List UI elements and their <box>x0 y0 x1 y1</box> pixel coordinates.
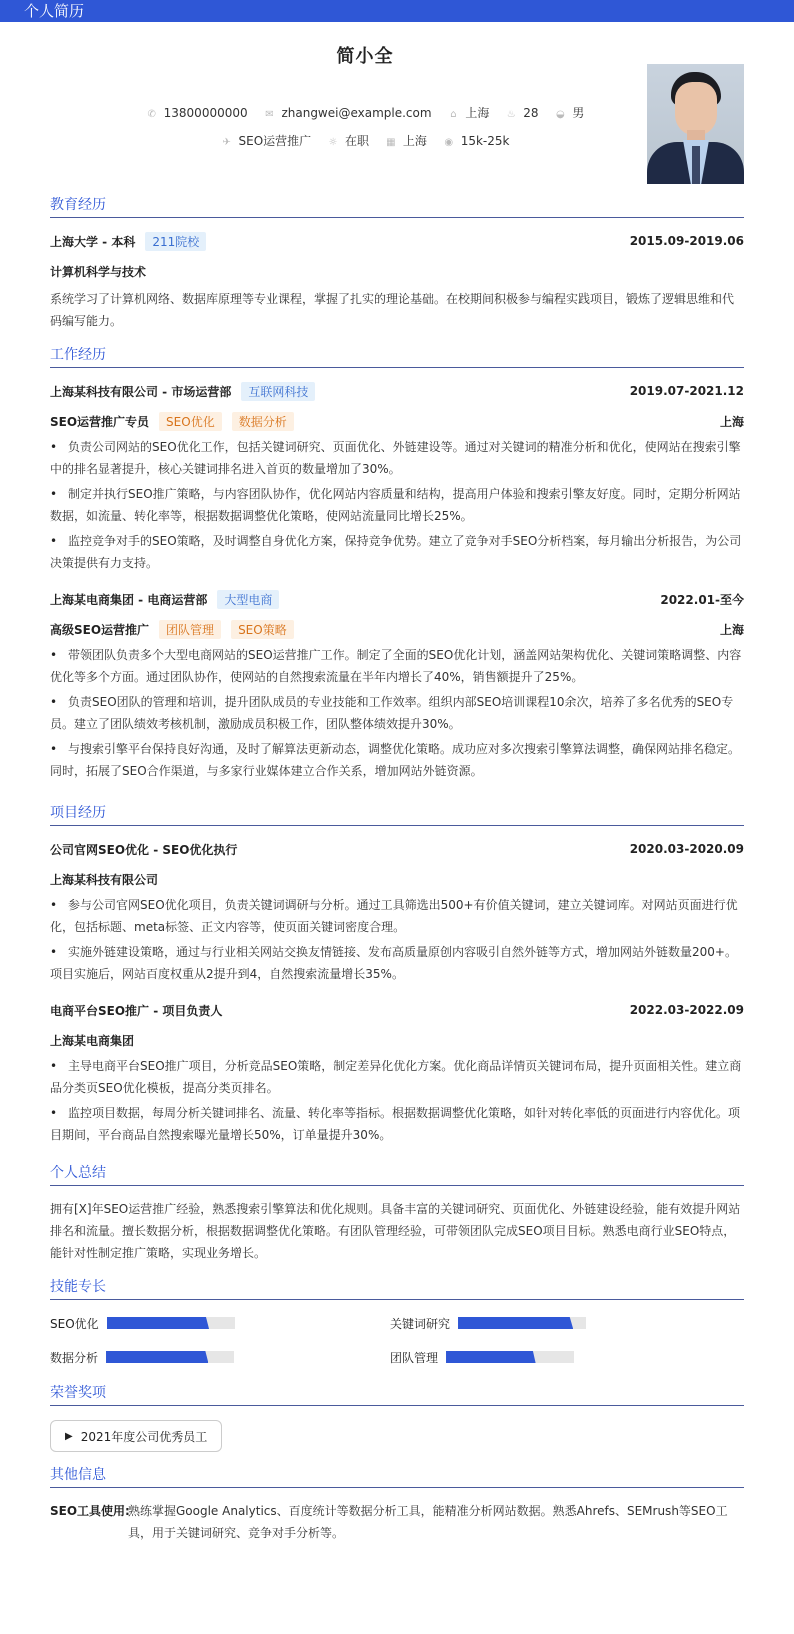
school-tag: 211院校 <box>145 232 206 251</box>
summary-section <box>50 1162 744 1264</box>
building-icon: ▦ <box>386 137 396 148</box>
project-title: 电商平台SEO推广 - 项目负责人 <box>50 1003 223 1018</box>
skills-section <box>50 1276 744 1368</box>
work-date: 2019.07-2021.12 <box>629 384 744 398</box>
section-title: 个人总结 <box>50 1162 744 1186</box>
work-location: 上海 <box>719 414 744 429</box>
skill-tag: 数据分析 <box>232 412 294 431</box>
project-entry <box>50 838 744 985</box>
awards-section <box>50 1382 744 1452</box>
project-org: 上海某电商集团 <box>50 1033 135 1048</box>
position: 高级SEO运营推广 <box>50 622 150 637</box>
resume-page <box>0 22 794 1544</box>
school-name: 上海大学 - 本科 <box>50 234 136 249</box>
summary-text: 拥有[X]年SEO运营推广经验，熟悉搜索引擎算法和优化规则。具备丰富的关键词研究、页面优化、外链建设经验，能有效提升网站排名和流量。擅长数据分析，根据数据调整优化策略。有团队管理经验，可带领团队完成SEO项目目标。熟悉电商行业SEO特点，能针对性制定推广策略，实现业务增长。 <box>50 1202 741 1260</box>
work-date: 2022.01-至今 <box>660 592 744 607</box>
award-item[interactable] <box>50 1420 222 1452</box>
section-title: 教育经历 <box>50 194 744 218</box>
top-bar <box>0 0 794 22</box>
home-icon: ⌂ <box>450 109 457 120</box>
cake-icon: ♨ <box>506 109 516 120</box>
send-icon: ✈ <box>222 137 231 148</box>
avatar-photo <box>647 64 744 184</box>
skill-item: 数据分析 <box>50 1346 390 1368</box>
other-label: SEO工具使用: <box>50 1504 130 1518</box>
bullet-item: • 参与公司官网SEO优化项目，负责关键词调研与分析。通过工具筛选出500+有价值关键词，建立关键词库。对网站页面进行优化，包括标题、meta标签、正文内容等，使页面关键词密度合理。 <box>50 894 744 938</box>
skill-bar <box>107 1317 235 1329</box>
skill-tag: 团队管理 <box>159 620 221 639</box>
profile-header <box>50 22 744 190</box>
mail-icon: ✉ <box>265 109 274 120</box>
phone-item: ✆ 13800000000 <box>147 106 248 120</box>
work-entry <box>50 380 744 574</box>
bullet-item: • 制定并执行SEO推广策略，与内容团队协作，优化网站内容质量和结构，提高用户体验和搜索引擎友好度。同时，定期分析网站数据，如流量、转化率等，根据数据调整优化策略，使网站流量同比增长25%。 <box>50 483 744 527</box>
bullet-item: • 带领团队负责多个大型电商网站的SEO运营推广工作。制定了全面的SEO优化计划，涵盖网站架构优化、关键词策略调整、内容优化等多个方面。通过团队协作，使网站的自然搜索流量在半年内增长了40%，销售额提升了25%。 <box>50 644 744 688</box>
project-org: 上海某科技有限公司 <box>50 872 159 887</box>
skill-tag: SEO策略 <box>231 620 294 639</box>
work-location: 上海 <box>719 622 744 637</box>
skill-item: 关键词研究 <box>390 1312 730 1334</box>
salary-icon: ◉ <box>444 137 454 148</box>
residence-item: ⌂ 上海 <box>447 104 489 121</box>
skill-bar <box>446 1351 574 1363</box>
major: 计算机科学与技术 <box>50 264 147 279</box>
projects-section <box>50 802 744 1146</box>
project-date: 2020.03-2020.09 <box>629 842 744 856</box>
target-city-item: ▦ 上海 <box>386 134 427 148</box>
gender-item: ◒ 男 <box>555 106 585 120</box>
bullet-item: • 实施外链建设策略，通过与行业相关网站交换友情链接、发布高质量原创内容吸引自然外链等方式，增加网站外链数量200+。项目实施后，网站百度权重从2提升到4，自然搜索流量增长35%。 <box>50 941 744 985</box>
bullet-item: • 监控竞争对手的SEO策略，及时调整自身优化方案，保持竞争优势。建立了竞争对手SEO分析档案，每月输出分析报告，为公司决策提供有力支持。 <box>50 530 744 574</box>
education-section <box>50 194 744 332</box>
bullet-item: • 主导电商平台SEO推广项目，分析竞品SEO策略，制定差异化优化方案。优化商品详情页关键词布局，提升页面相关性。建立商品分类页SEO优化模板，提高分类页排名。 <box>50 1055 744 1099</box>
award-label: 2021年度公司优秀员工 <box>80 1429 208 1444</box>
company-name: 上海某科技有限公司 - 市场运营部 <box>50 384 232 399</box>
intent-row <box>50 132 680 149</box>
salary-item: ◉ 15k-25k <box>444 134 510 148</box>
education-description: 系统学习了计算机网络、数据库原理等专业课程，掌握了扎实的理论基础。在校期间积极参与编程实践项目，锻炼了逻辑思维和代码编写能力。 <box>50 292 735 328</box>
section-title: 荣誉奖项 <box>50 1382 744 1406</box>
skill-bar <box>458 1317 586 1329</box>
company-name: 上海某电商集团 - 电商运营部 <box>50 592 208 607</box>
triangle-right-icon: ▶ <box>65 1430 73 1442</box>
section-title: 工作经历 <box>50 344 744 368</box>
page-title: 个人简历 <box>24 2 85 20</box>
position: SEO运营推广专员 <box>50 414 150 429</box>
email-item: ✉ zhangwei@example.com <box>265 106 432 120</box>
candidate-name: 简小全 <box>336 46 394 67</box>
other-item <box>50 1500 744 1544</box>
skill-tag: SEO优化 <box>159 412 222 431</box>
status-icon: ☼ <box>328 137 338 148</box>
phone-icon: ✆ <box>147 109 156 120</box>
education-date: 2015.09-2019.06 <box>629 234 744 248</box>
bullet-item: • 与搜索引擎平台保持良好沟通，及时了解算法更新动态，调整优化策略。成功应对多次搜索引擎算法调整，确保网站排名稳定。同时，拓展了SEO合作渠道，与多家行业媒体建立合作关系，增加网站外链资源。 <box>50 738 744 782</box>
contact-row <box>50 104 680 121</box>
gender-icon: ◒ <box>555 109 565 120</box>
bullet-item: • 负责SEO团队的管理和培训，提升团队成员的专业技能和工作效率。组织内部SEO培训课程10余次，培养了多名优秀的SEO专员。建立了团队绩效考核机制，激励成员积极工作，团队整体绩效提升30%。 <box>50 691 744 735</box>
job-status-item: ☼ 在职 <box>328 134 370 148</box>
target-position-item: ✈ SEO运营推广 <box>222 134 312 148</box>
skill-bar <box>106 1351 234 1363</box>
bullet-item: • 负责公司网站的SEO优化工作，包括关键词研究、页面优化、外链建设等。通过对关键词的精准分析和优化，使网站在搜索引擎中的排名显著提升，核心关键词排名进入首页的数量增加了30%。 <box>50 436 744 480</box>
work-section <box>50 344 744 782</box>
bullet-item: • 监控项目数据，每周分析关键词排名、流量、转化率等指标。根据数据调整优化策略，如针对转化率低的页面进行内容优化。项目期间，平台商品自然搜索曝光量增长50%，订单量提升30%。 <box>50 1102 744 1146</box>
section-title: 其他信息 <box>50 1464 744 1488</box>
project-title: 公司官网SEO优化 - SEO优化执行 <box>50 842 238 857</box>
section-title: 项目经历 <box>50 802 744 826</box>
project-entry <box>50 999 744 1146</box>
section-title: 技能专长 <box>50 1276 744 1300</box>
work-entry <box>50 588 744 782</box>
other-value: 熟练掌握Google Analytics、百度统计等数据分析工具，能精准分析网站数据。熟悉Ahrefs、SEMrush等SEO工具，用于关键词研究、竞争对手分析等。 <box>128 1504 728 1540</box>
industry-tag: 大型电商 <box>217 590 279 609</box>
project-date: 2022.03-2022.09 <box>629 1003 744 1017</box>
industry-tag: 互联网科技 <box>241 382 315 401</box>
age-item: ♨ 28 <box>506 106 539 120</box>
skill-item: 团队管理 <box>390 1346 730 1368</box>
other-section <box>50 1464 744 1544</box>
skill-item: SEO优化 <box>50 1312 390 1334</box>
